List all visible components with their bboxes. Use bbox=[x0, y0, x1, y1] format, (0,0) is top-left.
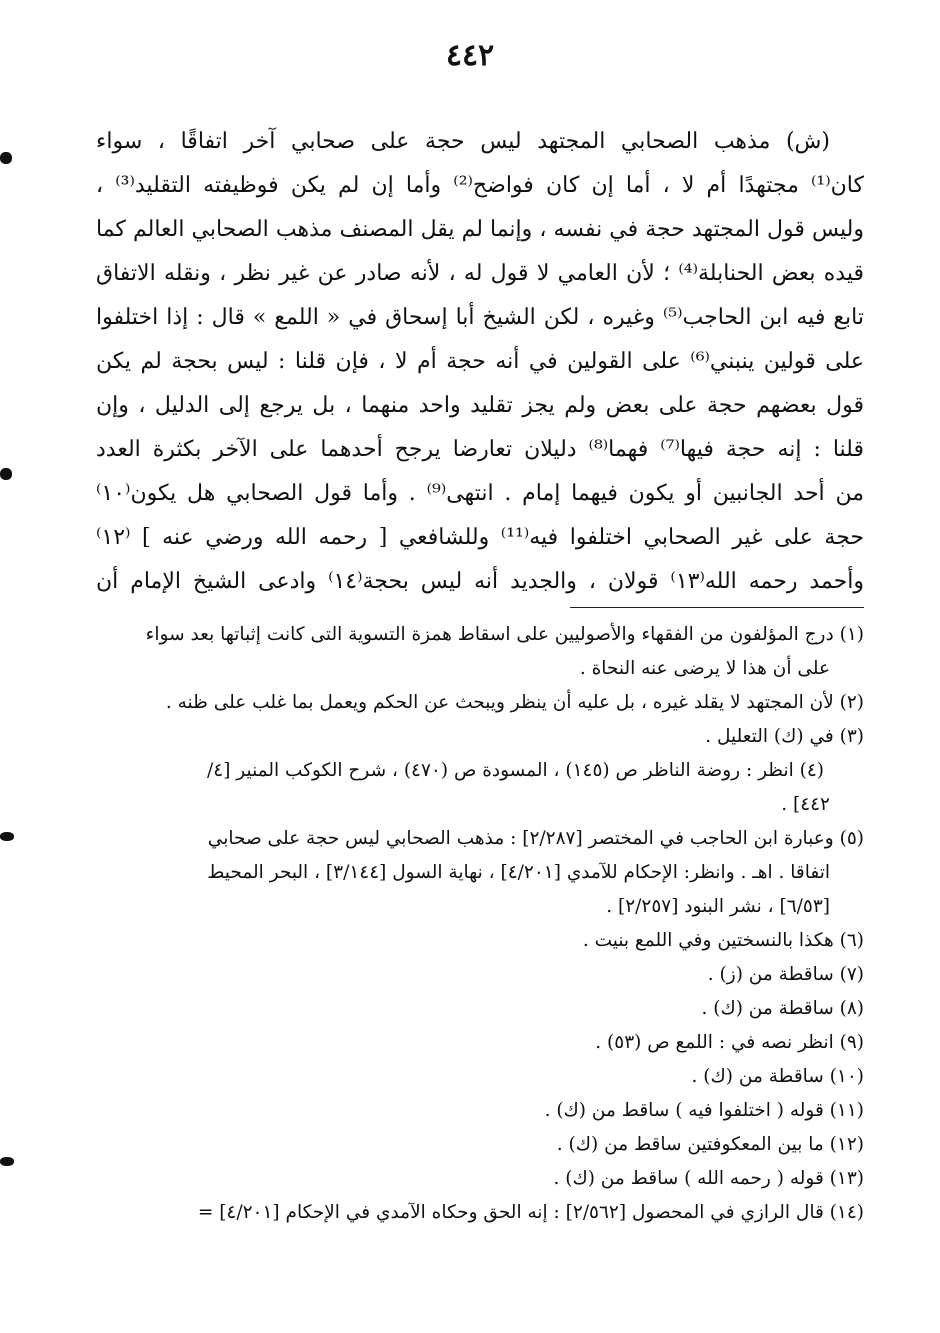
main-line: قول بعضهم حجة على بعض ولم يجز تقليد واحد منهما ، بل يرجع إلى الدليل ، وإن bbox=[96, 393, 864, 418]
footnote-11: (١١) قوله ( اختلفوا فيه ) ساقط من (ك) . bbox=[544, 1100, 864, 1121]
footnote-5: (٥) وعبارة ابن الحاجب في المختصر [٢/٢٨٧] : مذهب الصحابي ليس حجة على صحابي bbox=[207, 828, 864, 849]
footnote-5-continued: [٦/٥٣] ، نشر البنود [٢/٢٥٧] . bbox=[606, 896, 830, 917]
footnote-8: (٨) ساقطة من (ك) . bbox=[701, 998, 864, 1019]
main-line: من أحد الجانبين أو يكون فيهما إمام . انتهى⁽⁹⁾ . وأما قول الصحابي هل يكون⁽١٠⁾ bbox=[96, 481, 864, 506]
footnote-14: (١٤) قال الرازي في المحصول [٢/٥٦٢] : إنه الحق وحكاه الآمدي في الإحكام [٤/٢٠١] = bbox=[197, 1202, 864, 1223]
footnote-2: (٢) لأن المجتهد لا يقلد غيره ، بل عليه أن ينظر ويبحث عن الحكم ويعمل بما غلب على ظنه . bbox=[165, 692, 864, 713]
footnote-13: (١٣) قوله ( رحمه الله ) ساقط من (ك) . bbox=[553, 1168, 864, 1189]
binding-hole-mark bbox=[0, 832, 14, 841]
binding-hole-mark bbox=[0, 152, 12, 164]
footnote-4: (٤) انظر : روضة الناظر ص (١٤٥) ، المسودة ص (٤٧٠) ، شرح الكوكب المنير [٤/ bbox=[207, 760, 824, 781]
footnote-7: (٧) ساقطة من (ز) . bbox=[707, 964, 864, 985]
footnote-1-continued: على أن هذا لا يرضى عنه النحاة . bbox=[579, 658, 830, 679]
main-line: على قولين ينبني⁽⁶⁾ على القولين في أنه حجة أم لا ، فإن قلنا : ليس بحجة لم يكن bbox=[96, 349, 864, 374]
footnote-4-continued: ٤٤٢] . bbox=[781, 794, 830, 815]
main-line: (ش) مذهب الصحابي المجتهد ليس حجة على صحابي آخر اتفاقًا ، سواء bbox=[96, 129, 830, 154]
footnote-10: (١٠) ساقطة من (ك) . bbox=[691, 1066, 864, 1087]
binding-hole-mark bbox=[0, 1157, 14, 1166]
footnotes bbox=[96, 618, 864, 1230]
main-line: قلنا : إنه حجة فيها⁽⁷⁾ فهما⁽⁸⁾ دليلان تعارضا يرجح أحدهما على الآخر بكثرة العدد bbox=[96, 437, 864, 462]
footnote-9: (٩) انظر نصه في : اللمع ص (٥٣) . bbox=[595, 1032, 864, 1053]
main-line: حجة على غير الصحابي اختلفوا فيه⁽¹¹⁾ وللشافعي [ رحمه الله ورضي عنه ] ⁽١٢⁾ bbox=[96, 525, 864, 550]
main-line: وأحمد رحمه الله⁽١٣⁾ قولان ، والجديد أنه ليس بحجة⁽١٤⁾ وادعى الشيخ الإمام أن bbox=[96, 569, 864, 594]
main-text bbox=[96, 120, 864, 604]
footnote-divider bbox=[570, 607, 864, 608]
footnote-12: (١٢) ما بين المعكوفتين ساقط من (ك) . bbox=[556, 1134, 864, 1155]
main-line: وليس قول المجتهد حجة في نفسه ، وإنما لم يقل المصنف مذهب الصحابي العالم كما bbox=[96, 217, 864, 242]
footnote-1: (١) درج المؤلفون من الفقهاء والأصوليين على اسقاط همزة التسوية التى كانت إثباتها بعد سواء bbox=[145, 624, 864, 645]
main-line: قيده بعض الحنابلة⁽⁴⁾ ؛ لأن العامي لا قول له ، لأنه صادر عن غير نظر ، ونقله الاتفاق bbox=[96, 261, 864, 286]
footnote-5-continued: اتفاقا . اهـ . وانظر: الإحكام للآمدي [٤/٢٠١] ، نهاية السول [٣/١٤٤] ، البحر المحيط bbox=[207, 862, 830, 883]
binding-hole-mark bbox=[0, 468, 12, 480]
main-line: كان⁽¹⁾ مجتهدًا أم لا ، أما إن كان فواضح⁽²⁾ وأما إن لم يكن فوظيفته التقليد⁽³⁾ ، bbox=[96, 173, 864, 198]
footnote-6: (٦) هكذا بالنسختين وفي اللمع بنيت . bbox=[582, 930, 864, 951]
page-number: ٤٤٢ bbox=[445, 38, 495, 73]
main-line: تابع فيه ابن الحاجب⁽⁵⁾ وغيره ، لكن الشيخ أبا إسحاق في « اللمع » قال : إذا اختلفوا bbox=[96, 305, 864, 330]
footnote-3: (٣) في (ك) التعليل . bbox=[705, 726, 864, 747]
